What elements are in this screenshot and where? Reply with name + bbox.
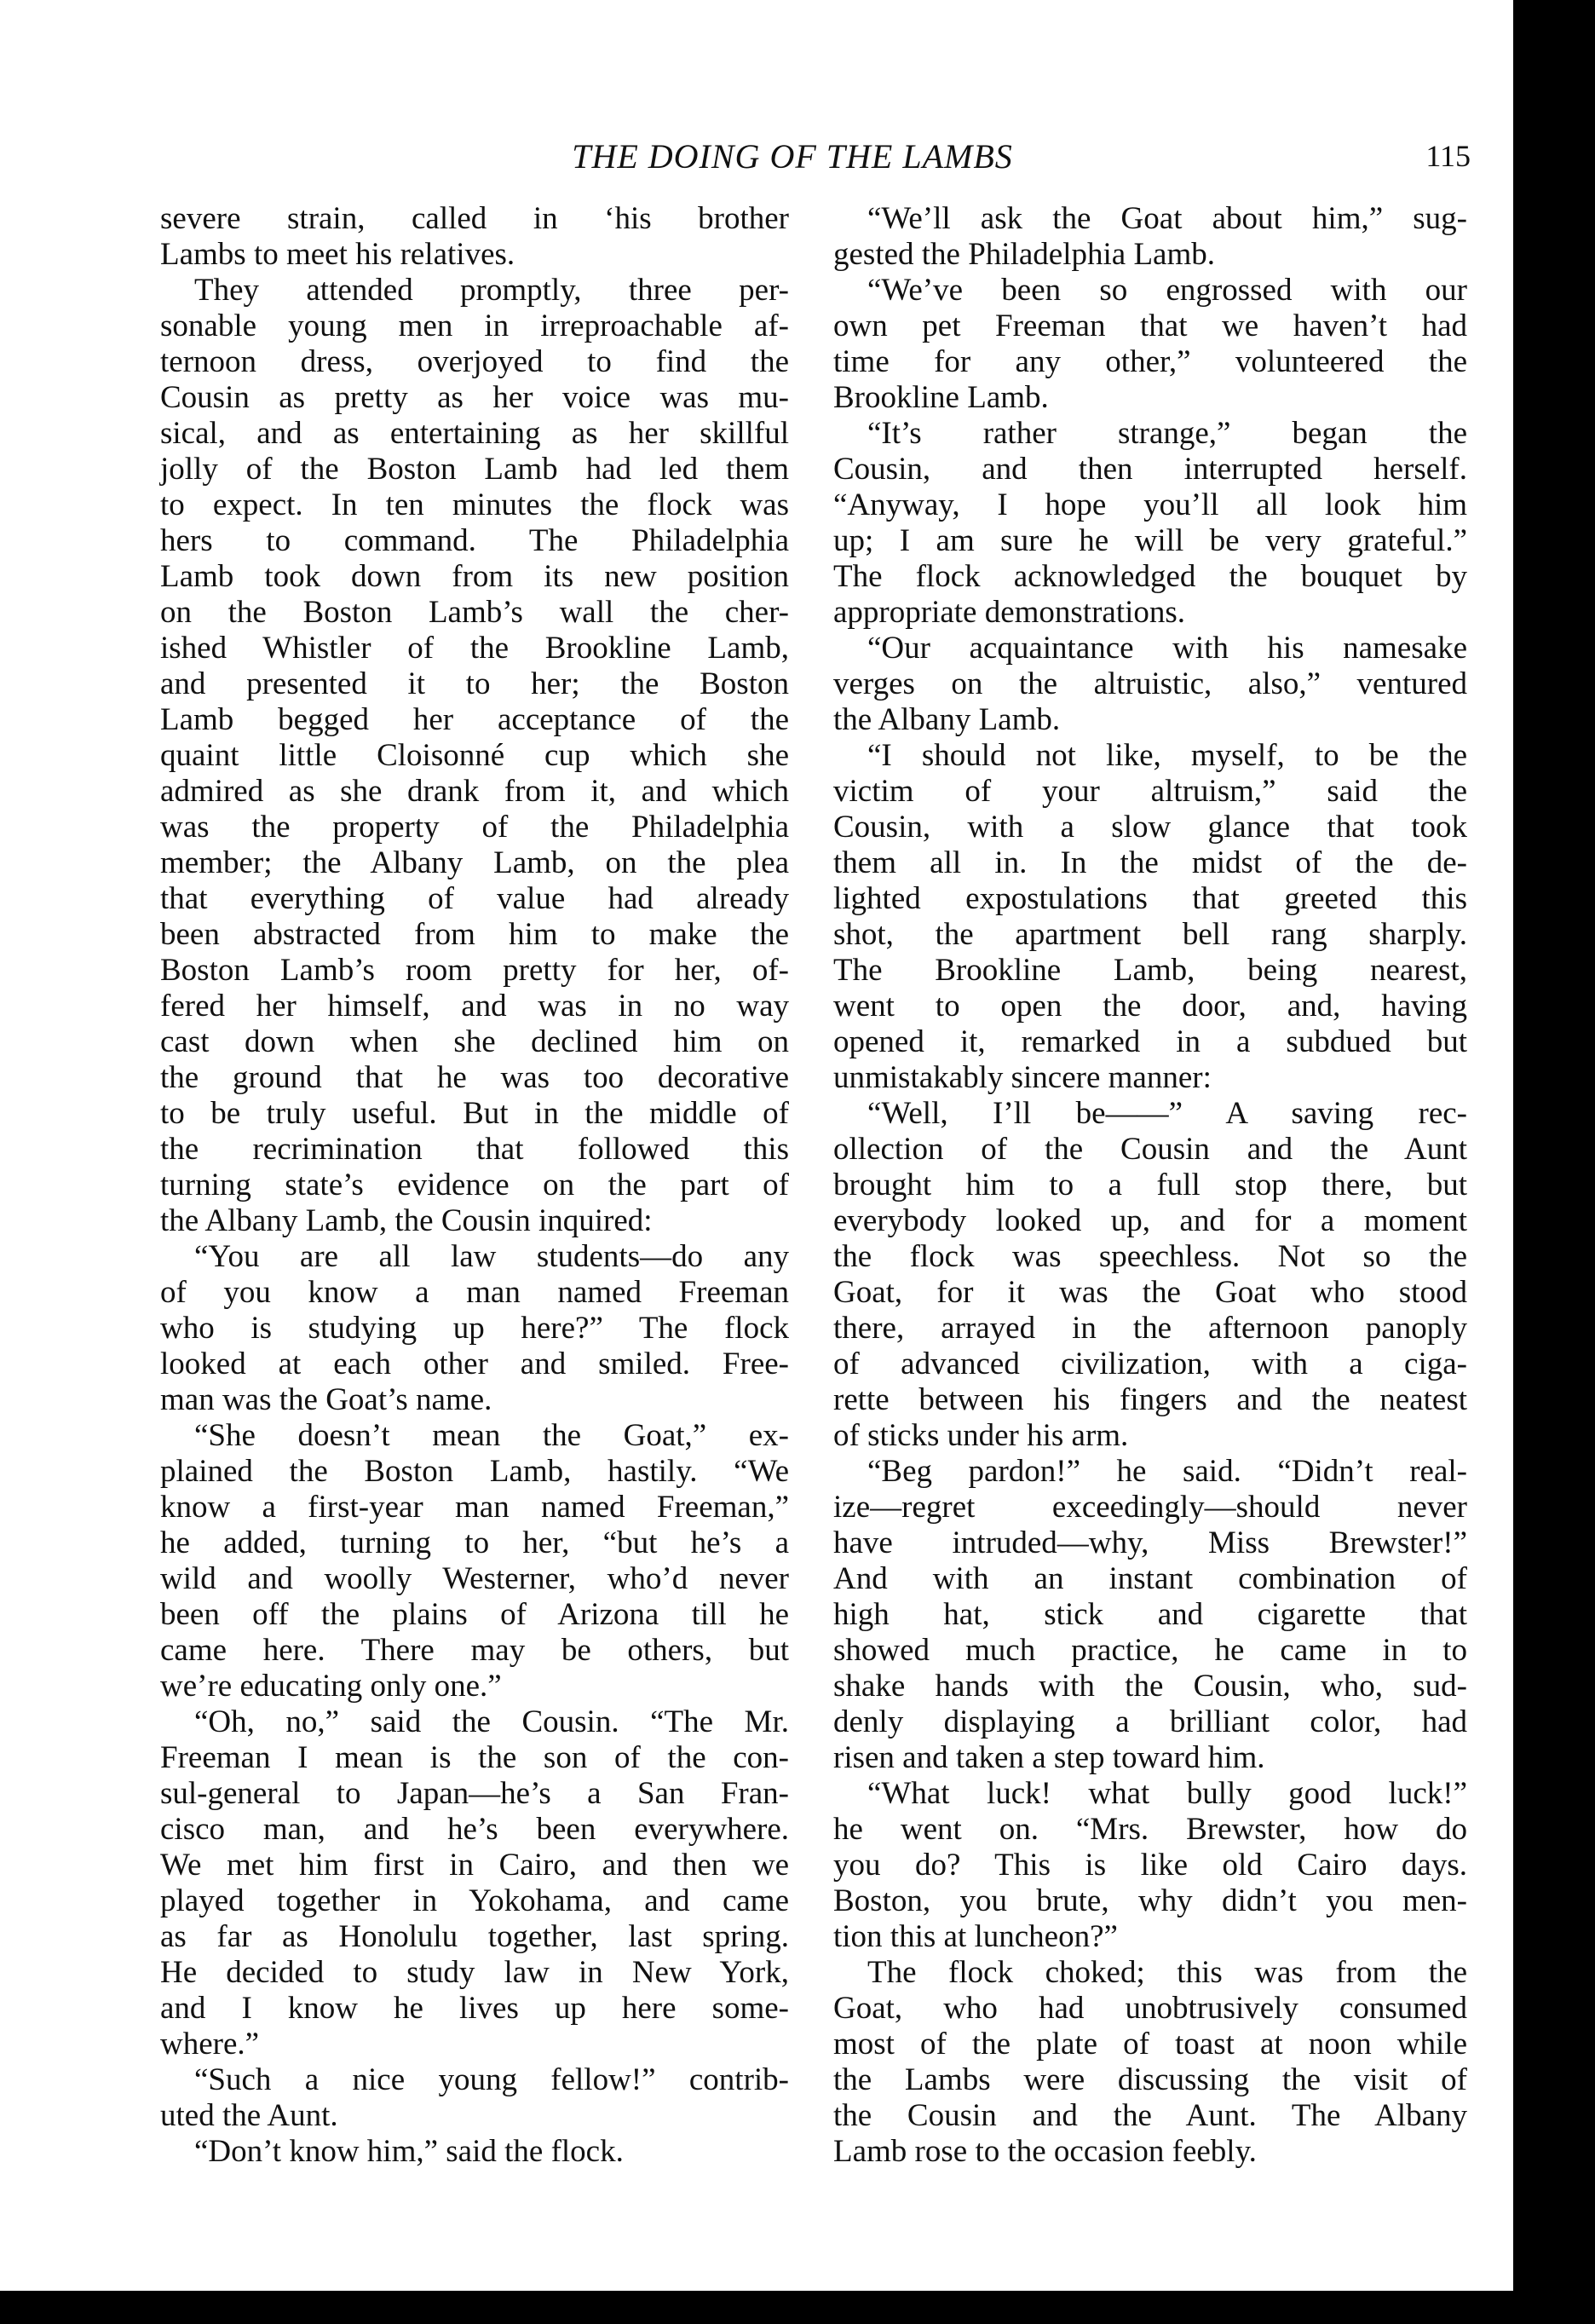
text-column-left xyxy=(160,201,789,2170)
text-line: The Brookline Lamb, being nearest, xyxy=(833,953,1467,988)
text-line: Lamb rose to the occasion feebly. xyxy=(833,2134,1257,2169)
text-line: fered her himself, and was in no way xyxy=(160,989,789,1024)
text-line: Boston, you brute, why didn’t you men- xyxy=(833,1883,1467,1918)
text-line: as far as Honolulu together, last spring. xyxy=(160,1919,789,1954)
text-line: Lamb took down from its new position xyxy=(160,559,789,594)
text-line: sul-general to Japan—he’s a San Fran- xyxy=(160,1776,789,1811)
text-line: tion this at luncheon?” xyxy=(833,1919,1118,1954)
text-line: everybody looked up, and for a moment xyxy=(833,1203,1467,1238)
text-line: ternoon dress, overjoyed to find the xyxy=(160,344,789,379)
text-line: “Oh, no,” said the Cousin. “The Mr. xyxy=(194,1704,789,1739)
text-line: went to open the door, and, having xyxy=(833,989,1467,1024)
text-line: of advanced civilization, with a ciga- xyxy=(833,1347,1467,1381)
text-line: was the property of the Philadelphia xyxy=(160,810,789,845)
text-line: “It’s rather strange,” began the xyxy=(867,416,1467,451)
text-line: “Well, I’ll be——” A saving rec- xyxy=(867,1096,1467,1131)
text-line: jolly of the Boston Lamb had led them xyxy=(160,452,789,487)
text-line: They attended promptly, three per- xyxy=(194,273,789,308)
text-line: verges on the altruistic, also,” ventured xyxy=(833,666,1467,701)
text-line: Cousin, with a slow glance that took xyxy=(833,810,1467,845)
text-line: been abstracted from him to make the xyxy=(160,917,789,952)
text-line: and I know he lives up here some- xyxy=(160,1991,789,2026)
text-line: “We’ve been so engrossed with our xyxy=(867,273,1467,308)
text-line: ished Whistler of the Brookline Lamb, xyxy=(160,631,789,666)
text-line: played together in Yokohama, and came xyxy=(160,1883,789,1918)
text-line: the flock was speechless. Not so the xyxy=(833,1239,1467,1274)
running-header-title: THE DOING OF THE LAMBS xyxy=(572,137,1013,176)
text-line: looked at each other and smiled. Free- xyxy=(160,1347,789,1381)
text-line: high hat, stick and cigarette that xyxy=(833,1597,1467,1632)
text-line: gested the Philadelphia Lamb. xyxy=(833,237,1215,272)
text-line: The flock acknowledged the bouquet by xyxy=(833,559,1467,594)
text-line: know a first-year man named Freeman,” xyxy=(160,1490,789,1525)
text-line: Brookline Lamb. xyxy=(833,380,1049,415)
text-line: own pet Freeman that we haven’t had xyxy=(833,309,1467,343)
text-line: “What luck! what bully good luck!” xyxy=(867,1776,1467,1811)
text-line: rette between his fingers and the neatest xyxy=(833,1382,1467,1417)
text-line: been off the plains of Arizona till he xyxy=(160,1597,789,1632)
text-line: he added, turning to her, “but he’s a xyxy=(160,1525,789,1560)
text-line: the Albany Lamb, the Cousin inquired: xyxy=(160,1203,653,1238)
text-line: “Anyway, I hope you’ll all look him xyxy=(833,487,1467,522)
text-line: severe strain, called in ‘his brother xyxy=(160,201,789,236)
text-line: uted the Aunt. xyxy=(160,2098,338,2133)
text-line: member; the Albany Lamb, on the plea xyxy=(160,845,789,880)
text-line: Freeman I mean is the son of the con- xyxy=(160,1740,789,1775)
text-line: Boston Lamb’s room pretty for her, of- xyxy=(160,953,789,988)
text-line: Goat, who had unobtrusively consumed xyxy=(833,1991,1467,2026)
text-line: And with an instant combination of xyxy=(833,1561,1467,1596)
text-line: you do? This is like old Cairo days. xyxy=(833,1848,1467,1883)
text-line: who is studying up here?” The flock xyxy=(160,1311,789,1346)
text-line: wild and woolly Westerner, who’d never xyxy=(160,1561,789,1596)
text-line: admired as she drank from it, and which xyxy=(160,774,789,809)
text-line: “I should not like, myself, to be the xyxy=(867,738,1467,773)
text-line: ize—regret exceedingly—should never xyxy=(833,1490,1467,1525)
text-line: man was the Goat’s name. xyxy=(160,1382,492,1417)
text-line: the recrimination that followed this xyxy=(160,1132,789,1167)
scan-border-right xyxy=(1513,0,1595,2324)
text-line: Lamb begged her acceptance of the xyxy=(160,702,789,737)
text-line: Cousin, and then interrupted herself. xyxy=(833,452,1467,487)
text-line: where.” xyxy=(160,2027,260,2062)
text-column-right xyxy=(833,201,1467,2170)
text-line: of sticks under his arm. xyxy=(833,1418,1129,1453)
text-line: time for any other,” volunteered the xyxy=(833,344,1467,379)
text-line: “We’ll ask the Goat about him,” sug- xyxy=(867,201,1467,236)
text-line: lighted expostulations that greeted this xyxy=(833,881,1467,916)
text-line: the ground that he was too decorative xyxy=(160,1060,789,1095)
text-line: denly displaying a brilliant color, had xyxy=(833,1704,1467,1739)
text-line: showed much practice, he came in to xyxy=(833,1633,1467,1668)
text-line: them all in. In the midst of the de- xyxy=(833,845,1467,880)
text-line: up; I am sure he will be very grateful.” xyxy=(833,523,1467,558)
text-line: most of the plate of toast at noon while xyxy=(833,2027,1467,2062)
text-line: “She doesn’t mean the Goat,” ex- xyxy=(194,1418,789,1453)
text-line: victim of your altruism,” said the xyxy=(833,774,1467,809)
text-line: that everything of value had already xyxy=(160,881,789,916)
text-line: He decided to study law in New York, xyxy=(160,1955,789,1990)
text-line: the Cousin and the Aunt. The Albany xyxy=(833,2098,1467,2133)
page-number: 115 xyxy=(1425,139,1471,173)
text-line: unmistakably sincere manner: xyxy=(833,1060,1212,1095)
text-line: sical, and as entertaining as her skillful xyxy=(160,416,789,451)
text-line: the Lambs were discussing the visit of xyxy=(833,2062,1467,2097)
text-line: We met him first in Cairo, and then we xyxy=(160,1848,789,1883)
text-line: ollection of the Cousin and the Aunt xyxy=(833,1132,1467,1167)
text-line: “Such a nice young fellow!” contrib- xyxy=(194,2062,789,2097)
text-line: cast down when she declined him on xyxy=(160,1024,789,1059)
text-line: risen and taken a step toward him. xyxy=(833,1740,1265,1775)
text-line: he went on. “Mrs. Brewster, how do xyxy=(833,1812,1467,1847)
text-line: on the Boston Lamb’s wall the cher- xyxy=(160,595,789,630)
text-line: Cousin as pretty as her voice was mu- xyxy=(160,380,789,415)
text-line: to be truly useful. But in the middle of xyxy=(160,1096,789,1131)
text-line: “Our acquaintance with his namesake xyxy=(867,631,1467,666)
text-line: we’re educating only one.” xyxy=(160,1669,502,1704)
text-line: opened it, remarked in a subdued but xyxy=(833,1024,1467,1059)
text-line: and presented it to her; the Boston xyxy=(160,666,789,701)
text-line: “You are all law students—do any xyxy=(194,1239,789,1274)
text-line: Lambs to meet his relatives. xyxy=(160,237,515,272)
text-line: to expect. In ten minutes the flock was xyxy=(160,487,789,522)
text-line: hers to command. The Philadelphia xyxy=(160,523,789,558)
text-line: cisco man, and he’s been everywhere. xyxy=(160,1812,789,1847)
text-line: “Beg pardon!” he said. “Didn’t real- xyxy=(867,1454,1467,1489)
text-line: The flock choked; this was from the xyxy=(867,1955,1467,1990)
text-line: shot, the apartment bell rang sharply. xyxy=(833,917,1467,952)
scan-border-bottom xyxy=(0,2291,1595,2324)
text-line: sonable young men in irreproachable af- xyxy=(160,309,789,343)
text-line: quaint little Cloisonné cup which she xyxy=(160,738,789,773)
text-line: appropriate demonstrations. xyxy=(833,595,1186,630)
text-line: have intruded—why, Miss Brewster!” xyxy=(833,1525,1467,1560)
text-line: the Albany Lamb. xyxy=(833,702,1061,737)
text-line: turning state’s evidence on the part of xyxy=(160,1168,789,1202)
text-line: shake hands with the Cousin, who, sud- xyxy=(833,1669,1467,1704)
text-line: of you know a man named Freeman xyxy=(160,1275,789,1310)
text-line: there, arrayed in the afternoon panoply xyxy=(833,1311,1467,1346)
text-line: Goat, for it was the Goat who stood xyxy=(833,1275,1467,1310)
text-line: “Don’t know him,” said the flock. xyxy=(194,2134,624,2169)
text-line: plained the Boston Lamb, hastily. “We xyxy=(160,1454,789,1489)
text-line: brought him to a full stop there, but xyxy=(833,1168,1467,1202)
text-line: came here. There may be others, but xyxy=(160,1633,789,1668)
